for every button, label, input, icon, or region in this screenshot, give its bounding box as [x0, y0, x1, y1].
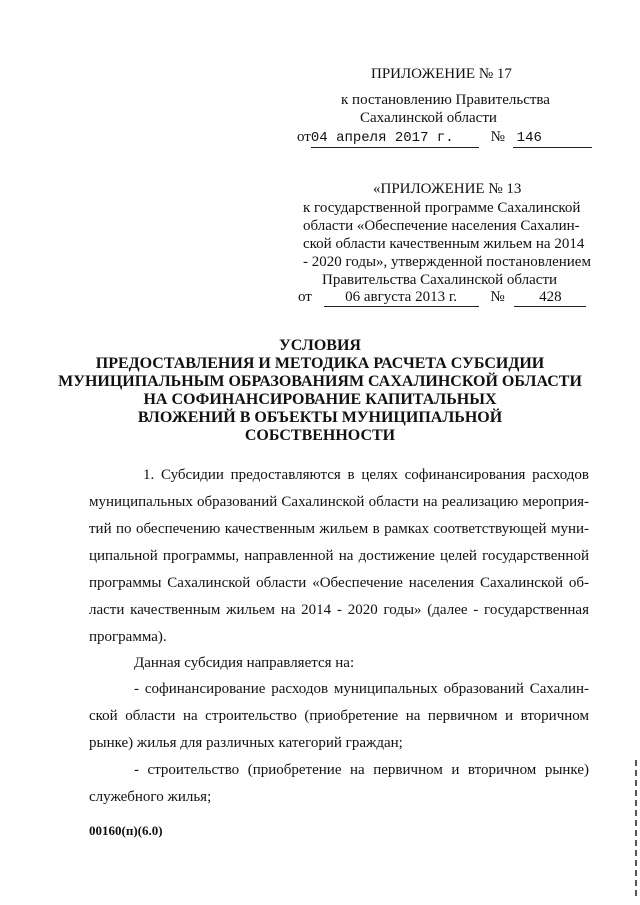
paragraph-3-line-1: - софинансирование расходов муниципальных образований Сахалин- [134, 681, 589, 697]
appendix-13-line-4: - 2020 годы», утвержденной постановлением [303, 254, 591, 270]
heading-line-4: НА СОФИНАНСИРОВАНИЕ КАПИТАЛЬНЫХ [143, 391, 497, 408]
paragraph-1-line-1: 1. Субсидии предоставляются в целях софинансирования расходов [143, 467, 589, 483]
paragraph-1-line-7: программа). [89, 629, 167, 645]
appendix-13-line-3: ской области качественным жильем на 2014 [303, 236, 585, 252]
appendix-17-date-line [297, 128, 592, 148]
paragraph-3-line-2: ской области на строительство (приобретение на первичном и вторичном [89, 708, 589, 724]
heading-line-1: УСЛОВИЯ [279, 337, 361, 354]
paragraph-1-line-4: ципальной программы, направленной на достижение целей государственной [89, 548, 589, 564]
paragraph-1-line-2: муниципальных образований Сахалинской области на реализацию мероприя- [89, 494, 589, 510]
appendix-17-title: ПРИЛОЖЕНИЕ № 17 [371, 66, 512, 82]
appendix-17-line-2: Сахалинской области [360, 110, 497, 126]
heading-line-6: СОБСТВЕННОСТИ [244, 427, 396, 444]
heading-line-5: ВЛОЖЕНИЙ В ОБЪЕКТЫ МУНИЦИПАЛЬНОЙ [137, 409, 503, 426]
number-label: № [490, 289, 505, 305]
appendix-13-line-1: к государственной программе Сахалинской [303, 200, 581, 216]
paragraph-4-line-1: - строительство (приобретение на первичном и вторичном рынке) [134, 762, 589, 778]
heading-line-3: МУНИЦИПАЛЬНЫМ ОБРАЗОВАНИЯМ САХАЛИНСКОЙ ОБЛАСТИ [58, 373, 582, 390]
from-label: от [298, 289, 312, 305]
appendix-13-line-2: области «Обеспечение населения Сахалин- [303, 218, 580, 234]
appendix-13-date-line [298, 288, 586, 307]
paragraph-4-line-2: служебного жилья; [89, 789, 212, 805]
number-label: № [490, 129, 505, 145]
decree-number: 146 [513, 129, 592, 148]
program-decree-number: 428 [514, 288, 586, 307]
paragraph-2: Данная субсидия направляется на: [134, 655, 355, 671]
from-label: от [297, 129, 311, 145]
decree-date: 04 апреля 2017 г. [311, 129, 479, 148]
appendix-13-title: «ПРИЛОЖЕНИЕ № 13 [373, 181, 522, 197]
document-code: 00160(п)(6.0) [89, 823, 163, 838]
paragraph-1-line-6: ласти качественным жильем на 2014 - 2020 годы» (далее - государственная [89, 602, 589, 618]
scan-edge-mark [635, 760, 637, 900]
paragraph-1-line-3: тий по обеспечению качественным жильем в рамках соответствующей муни- [89, 521, 589, 537]
paragraph-1-line-5: программы Сахалинской области «Обеспечение населения Сахалинской об- [89, 575, 589, 591]
program-decree-date: 06 августа 2013 г. [324, 288, 479, 307]
appendix-13-line-5: Правительства Сахалинской области [322, 272, 558, 288]
heading-line-2: ПРЕДОСТАВЛЕНИЯ И МЕТОДИКА РАСЧЕТА СУБСИДИИ [95, 355, 545, 372]
paragraph-3-line-3: рынке) жилья для различных категорий граждан; [89, 735, 403, 751]
appendix-17-line-1: к постановлению Правительства [341, 92, 550, 108]
